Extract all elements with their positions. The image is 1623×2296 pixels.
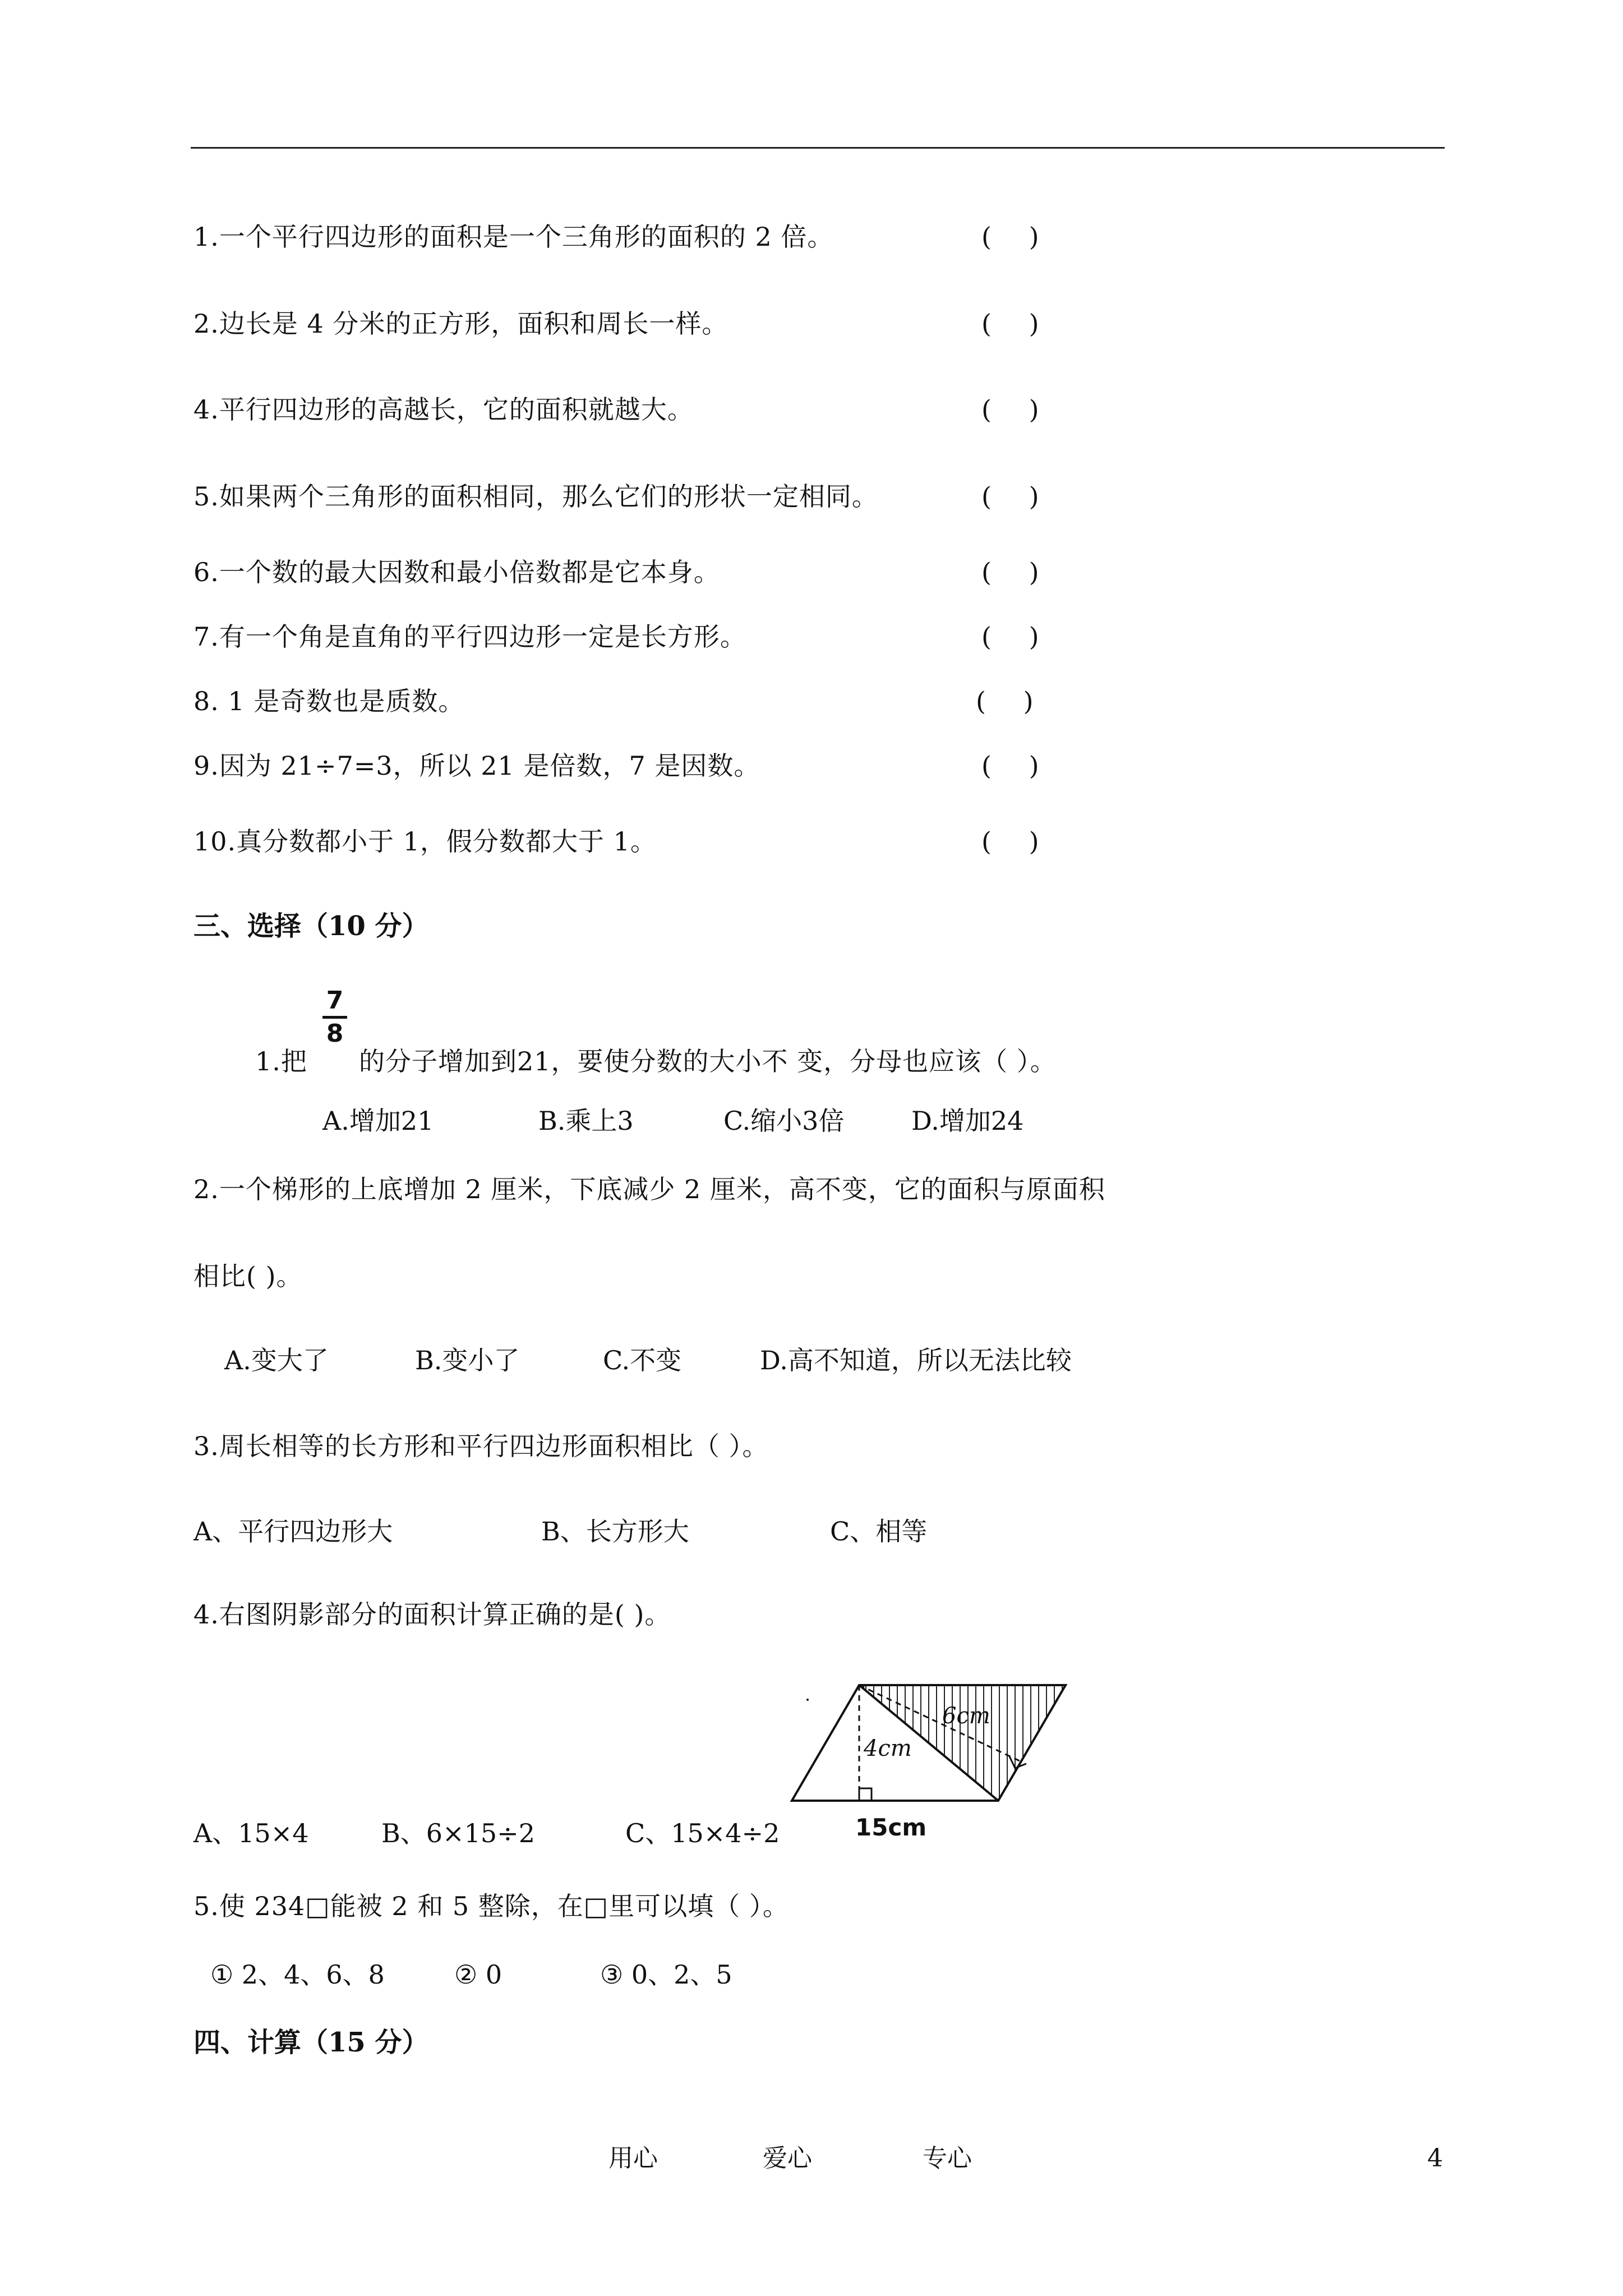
right-angle-mark xyxy=(859,1788,872,1801)
answer-bracket-7[interactable]: ( ) xyxy=(981,622,1054,652)
section-3-heading: 三、选择（10 分） xyxy=(193,910,429,942)
answer-bracket-10[interactable]: ( ) xyxy=(981,826,1054,857)
judge-item-1: 1.一个平行四边形的面积是一个三角形的面积的 2 倍。 xyxy=(193,222,834,252)
choice-q4-text: 4.右图阴影部分的面积计算正确的是( )。 xyxy=(193,1599,671,1630)
parallelogram-diagram xyxy=(785,1677,1077,1846)
choice-q2-line1: 2.一个梯形的上底增加 2 厘米，下底减少 2 厘米，高不变，它的面积与原面积 xyxy=(193,1174,1105,1204)
label-slant-6cm: 6cm xyxy=(942,1703,990,1729)
judge-item-2: 2.边长是 4 分米的正方形，面积和周长一样。 xyxy=(193,309,728,339)
judge-item-5: 5.如果两个三角形的面积相同，那么它们的形状一定相同。 xyxy=(193,481,878,512)
judge-item-10: 10.真分数都小于 1，假分数都大于 1。 xyxy=(193,826,657,857)
q2-option-a[interactable]: A.变大了 xyxy=(224,1345,329,1375)
q1-option-c[interactable]: C.缩小3倍 xyxy=(723,1106,845,1136)
q1-option-d[interactable]: D.增加24 xyxy=(911,1106,1024,1136)
q4-option-a[interactable]: A、15×4 xyxy=(193,1818,309,1848)
answer-bracket-5[interactable]: ( ) xyxy=(981,481,1054,512)
q3-option-c[interactable]: C、相等 xyxy=(830,1516,928,1547)
q2-option-c[interactable]: C.不变 xyxy=(603,1345,682,1375)
choice-q1-prefix: 1.把 xyxy=(255,1046,307,1076)
fraction-bar xyxy=(322,1016,347,1019)
parallelogram-figure xyxy=(785,1677,1077,1846)
q4-option-c[interactable]: C、15×4÷2 xyxy=(625,1818,780,1848)
choice-q5-text: 5.使 234□能被 2 和 5 整除，在□里可以填（ ）。 xyxy=(193,1891,789,1921)
fraction-numerator: 7 xyxy=(326,986,344,1015)
q5-option-1[interactable]: ① 2、4、6、8 xyxy=(210,1959,385,1990)
judge-item-7: 7.有一个角是直角的平行四边形一定是长方形。 xyxy=(193,622,746,652)
choice-q1-text: 的分子增加到21，要使分数的大小不 变，分母也应该（ ）。 xyxy=(359,1046,1057,1076)
q4-option-b[interactable]: B、6×15÷2 xyxy=(381,1818,535,1848)
judge-item-8: 8. 1 是奇数也是质数。 xyxy=(193,686,465,716)
q1-option-a[interactable]: A.增加21 xyxy=(322,1106,434,1136)
q1-option-b[interactable]: B.乘上3 xyxy=(538,1106,634,1136)
footer-right: 专心 xyxy=(923,2144,972,2173)
q3-option-a[interactable]: A、平行四边形大 xyxy=(193,1516,393,1547)
q2-option-d[interactable]: D.高不知道，所以无法比较 xyxy=(760,1345,1072,1375)
label-base-15cm: 15cm xyxy=(855,1814,927,1841)
q2-option-b[interactable]: B.变小了 xyxy=(415,1345,520,1375)
section-4-heading: 四、计算（15 分） xyxy=(193,2027,429,2058)
q5-option-3[interactable]: ③ 0、2、5 xyxy=(600,1959,732,1990)
footer-left: 用心 xyxy=(608,2144,658,2173)
answer-bracket-8[interactable]: ( ) xyxy=(976,686,1048,716)
fraction-denominator: 8 xyxy=(326,1019,344,1048)
footer-middle: 爱心 xyxy=(763,2144,812,2173)
label-height-4cm: 4cm xyxy=(864,1736,912,1761)
page-number: 4 xyxy=(1427,2144,1443,2173)
judge-item-6: 6.一个数的最大因数和最小倍数都是它本身。 xyxy=(193,557,720,587)
answer-bracket-2[interactable]: ( ) xyxy=(981,309,1054,339)
answer-bracket-6[interactable]: ( ) xyxy=(981,557,1054,587)
q3-option-b[interactable]: B、长方形大 xyxy=(541,1516,689,1547)
answer-bracket-1[interactable]: ( ) xyxy=(981,222,1054,252)
answer-bracket-9[interactable]: ( ) xyxy=(981,751,1054,781)
choice-q3-text: 3.周长相等的长方形和平行四边形面积相比（ ）。 xyxy=(193,1431,769,1461)
choice-q2-line2: 相比( )。 xyxy=(193,1261,303,1291)
header-rule xyxy=(191,147,1445,149)
judge-item-4: 4.平行四边形的高越长，它的面积就越大。 xyxy=(193,394,694,425)
stray-dot xyxy=(806,1699,809,1701)
judge-item-9: 9.因为 21÷7=3，所以 21 是倍数，7 是因数。 xyxy=(193,751,760,781)
answer-bracket-4[interactable]: ( ) xyxy=(981,394,1054,425)
q5-option-2[interactable]: ② 0 xyxy=(454,1959,502,1990)
fraction-seven-eighths xyxy=(322,988,347,1046)
